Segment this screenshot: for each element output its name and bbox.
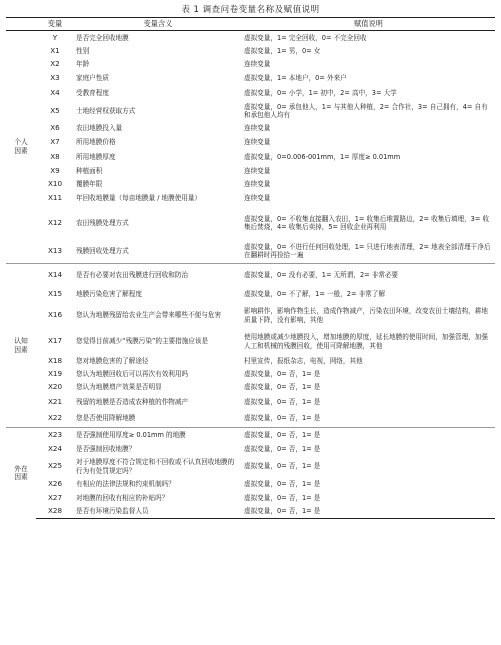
variable-cell: X24: [47, 443, 63, 453]
group-label: 认知 因素: [6, 264, 36, 428]
meaning-cell: 是否强制使用厚度≥ 0.01mm 的地膜: [74, 428, 242, 443]
meaning-cell: 所用地膜厚度: [76, 152, 116, 161]
variable-cell: X22: [47, 413, 63, 423]
meaning-cell: 农田残膜处理方式: [76, 218, 129, 227]
meaning-cell: 有相应的法律法规和约束机制吗？: [76, 480, 175, 489]
table-row: [6, 287, 495, 303]
table-row: [6, 122, 495, 135]
value-cell: 使用地膜或减少地膜投入，增加地膜的厚度，延长地膜的使用时间，加强管理，加强人工和机械的残膜回收，使用可降解地膜，其他: [244, 333, 488, 350]
variable-cell: X16: [47, 310, 63, 320]
meaning-cell: 对于地膜厚度不符合规定和不回收或不认真回收地膜的行为有处罚规定吗？: [76, 458, 235, 475]
variable-cell: X15: [47, 289, 63, 299]
value-cell: 村里宣传，报纸杂志，电视，网络，其他: [244, 356, 363, 365]
table-row: [6, 45, 495, 58]
value-cell: 虚拟变量，0= 否，1= 是: [244, 462, 321, 471]
table-row: [6, 165, 495, 178]
header-variable: 变量: [36, 18, 74, 31]
header-meaning: 变量含义: [74, 18, 242, 31]
variable-cell: X17: [47, 336, 63, 346]
table-row: [6, 395, 495, 410]
value-cell: 虚拟变量，0= 不了解，1= 一般，2= 非常了解: [244, 290, 385, 299]
group-label: 外在 因素: [6, 428, 36, 519]
meaning-cell: 您对地膜危害的了解途径: [76, 356, 149, 365]
variable-cell: X5: [50, 105, 60, 115]
variable-table: [6, 17, 495, 519]
variable-cell: X20: [47, 382, 63, 392]
value-cell: 虚拟变量，0= 不进行任何回收处理，1= 只进行地表清理，2= 地表全部清理干净后在翻耕时再捡拾一遍: [244, 243, 491, 260]
value-cell: 连续变量: [244, 123, 271, 132]
value-cell: 虚拟变量，1= 完全回收，0= 不完全回收: [244, 33, 367, 42]
header-value: 赋值说明: [242, 18, 495, 31]
value-cell: 虚拟变量，0= 否，1= 是: [244, 480, 321, 489]
meaning-cell: 对地膜的回收有相应的补贴吗？: [76, 493, 169, 502]
variable-cell: X13: [47, 246, 63, 256]
table-row: [6, 31, 495, 45]
value-cell: 虚拟变量，0= 否，1= 是: [244, 414, 321, 423]
meaning-cell: 土地经营权获取方式: [76, 106, 136, 115]
meaning-cell: 种植面积: [76, 166, 103, 175]
variable-cell: X10: [47, 178, 63, 188]
meaning-cell: 您觉得目前减少“残膜污染”的主要措施应该是: [76, 337, 209, 346]
value-cell: 连续变量: [244, 60, 271, 69]
value-cell: 虚拟变量，0= 否，1= 是: [244, 369, 321, 378]
variable-cell: X23: [36, 428, 74, 443]
value-cell: 连续变量: [244, 166, 271, 175]
table-row: [6, 329, 495, 355]
table-row: [6, 207, 495, 240]
table-row: [6, 86, 495, 101]
meaning-cell: 年龄: [76, 60, 90, 69]
table-row: [6, 410, 495, 428]
variable-cell: X7: [50, 136, 60, 146]
meaning-cell: 是否有必要对农田残膜进行回收和防治: [74, 264, 242, 287]
table-row: [6, 381, 495, 395]
table-row: [6, 191, 495, 207]
variable-cell: X2: [50, 59, 60, 69]
table-row: [6, 368, 495, 381]
meaning-cell: 您认为地膜残留给农业生产会带来哪些不便与危害: [76, 311, 222, 320]
meaning-cell: 受教育程度: [76, 88, 109, 97]
meaning-cell: 所用地膜价格: [76, 137, 116, 146]
value-cell: 虚拟变量，0=0.006-001mm，1= 厚度≥ 0.01mm: [244, 152, 401, 161]
table-title: 表 1 调查问卷变量名称及赋值说明: [181, 5, 320, 15]
table-row: [6, 135, 495, 150]
value-cell: 虚拟变量，1= 本地户，0= 外来户: [244, 74, 347, 83]
table-row: [6, 240, 495, 264]
value-cell: 连续变量: [244, 194, 271, 203]
table-row: [6, 58, 495, 72]
meaning-cell: 家庭户性质: [76, 74, 109, 83]
variable-cell: X4: [50, 87, 60, 97]
value-cell: 虚拟变量，0= 否，1= 是: [244, 444, 321, 453]
meaning-cell: 残留的地膜是否造成农种植的作物减产: [76, 397, 189, 406]
table-body: [6, 31, 495, 519]
variable-cell: X11: [47, 193, 63, 203]
meaning-cell: 是否强制回收地膜？: [76, 444, 136, 453]
meaning-cell: 覆膜年限: [76, 179, 103, 188]
value-cell: 影响耕作，影响作物生长，造成作物减产，污染农田环境，改变农田土壤结构，耕地质量下降，没有影响，其他: [244, 307, 488, 324]
value-cell: 虚拟变量，0= 小学，1= 初中，2= 高中，3= 大学: [244, 88, 397, 97]
variable-cell: X9: [50, 165, 60, 175]
meaning-cell: 性别: [76, 46, 90, 55]
variable-cell: X27: [47, 492, 63, 502]
value-cell: 虚拟变量，0= 承包他人，1= 与其他人种植，2= 合作社，3= 自己拥有，4= 自有和承包他人均有: [244, 102, 488, 119]
variable-cell: Y: [52, 32, 58, 42]
variable-cell: X28: [36, 505, 74, 519]
table-row: [6, 456, 495, 478]
variable-cell: X25: [47, 461, 63, 471]
meaning-cell: 您是否使用降解地膜: [76, 414, 136, 423]
value-cell: 虚拟变量，0= 否，1= 是: [242, 505, 495, 519]
table-row: [6, 72, 495, 86]
table-row: [6, 264, 495, 287]
value-cell: 虚拟变量，0= 没有必要，1= 无所谓，2= 非常必要: [242, 264, 495, 287]
table-row: [6, 178, 495, 191]
table-row: [6, 355, 495, 368]
value-cell: 虚拟变量，1= 男，0= 女: [244, 46, 321, 55]
meaning-cell: 年回收地膜量（每亩地膜量 / 地膜使用量）: [76, 194, 202, 203]
table-row: [6, 150, 495, 165]
variable-cell: X1: [50, 45, 60, 55]
variable-cell: X19: [47, 368, 63, 378]
meaning-cell: 残膜回收处理方式: [76, 247, 129, 256]
table-row: [6, 443, 495, 456]
variable-cell: X21: [47, 396, 63, 406]
meaning-cell: 是否完全回收地膜: [76, 33, 129, 42]
meaning-cell: 地膜污染危害了解程度: [76, 290, 142, 299]
meaning-cell: 农田地膜投入量: [76, 123, 123, 132]
variable-cell: X6: [50, 122, 60, 132]
value-cell: 连续变量: [244, 179, 271, 188]
variable-cell: X14: [36, 264, 74, 287]
variable-cell: X26: [47, 479, 63, 489]
variable-cell: X8: [50, 151, 60, 161]
value-cell: 连续变量: [244, 137, 271, 146]
table-row: [6, 303, 495, 329]
table-row: [6, 505, 495, 519]
value-cell: 虚拟变量，0= 否，1= 是: [244, 493, 321, 502]
value-cell: 虚拟变量，0= 否，1= 是: [242, 428, 495, 443]
table-row: [6, 428, 495, 443]
table-row: [6, 101, 495, 122]
header-row: [6, 18, 495, 31]
table-row: [6, 492, 495, 505]
variable-cell: X3: [50, 73, 60, 83]
meaning-cell: 您认为地膜增产效果是否明显: [76, 383, 162, 392]
table-row: [6, 478, 495, 492]
group-label: 个人 因素: [14, 138, 28, 155]
value-cell: 虚拟变量，0= 否，1= 是: [244, 397, 321, 406]
value-cell: 虚拟变量，0= 否，1= 是: [244, 383, 321, 392]
variable-cell: X12: [47, 217, 63, 227]
meaning-cell: 是否有环境污染监督人员: [74, 505, 242, 519]
variable-cell: X18: [47, 355, 63, 365]
meaning-cell: 您认为地膜回收后可以再次有效利用吗: [76, 369, 189, 378]
value-cell: 虚拟变量，0= 不收集直接翻入农田，1= 收集后堆置路边，2= 收集后填埋，3= 收集后焚烧，4= 收集后卖掉，5= 回收企业再利用: [244, 214, 490, 231]
header-group: [6, 18, 36, 31]
